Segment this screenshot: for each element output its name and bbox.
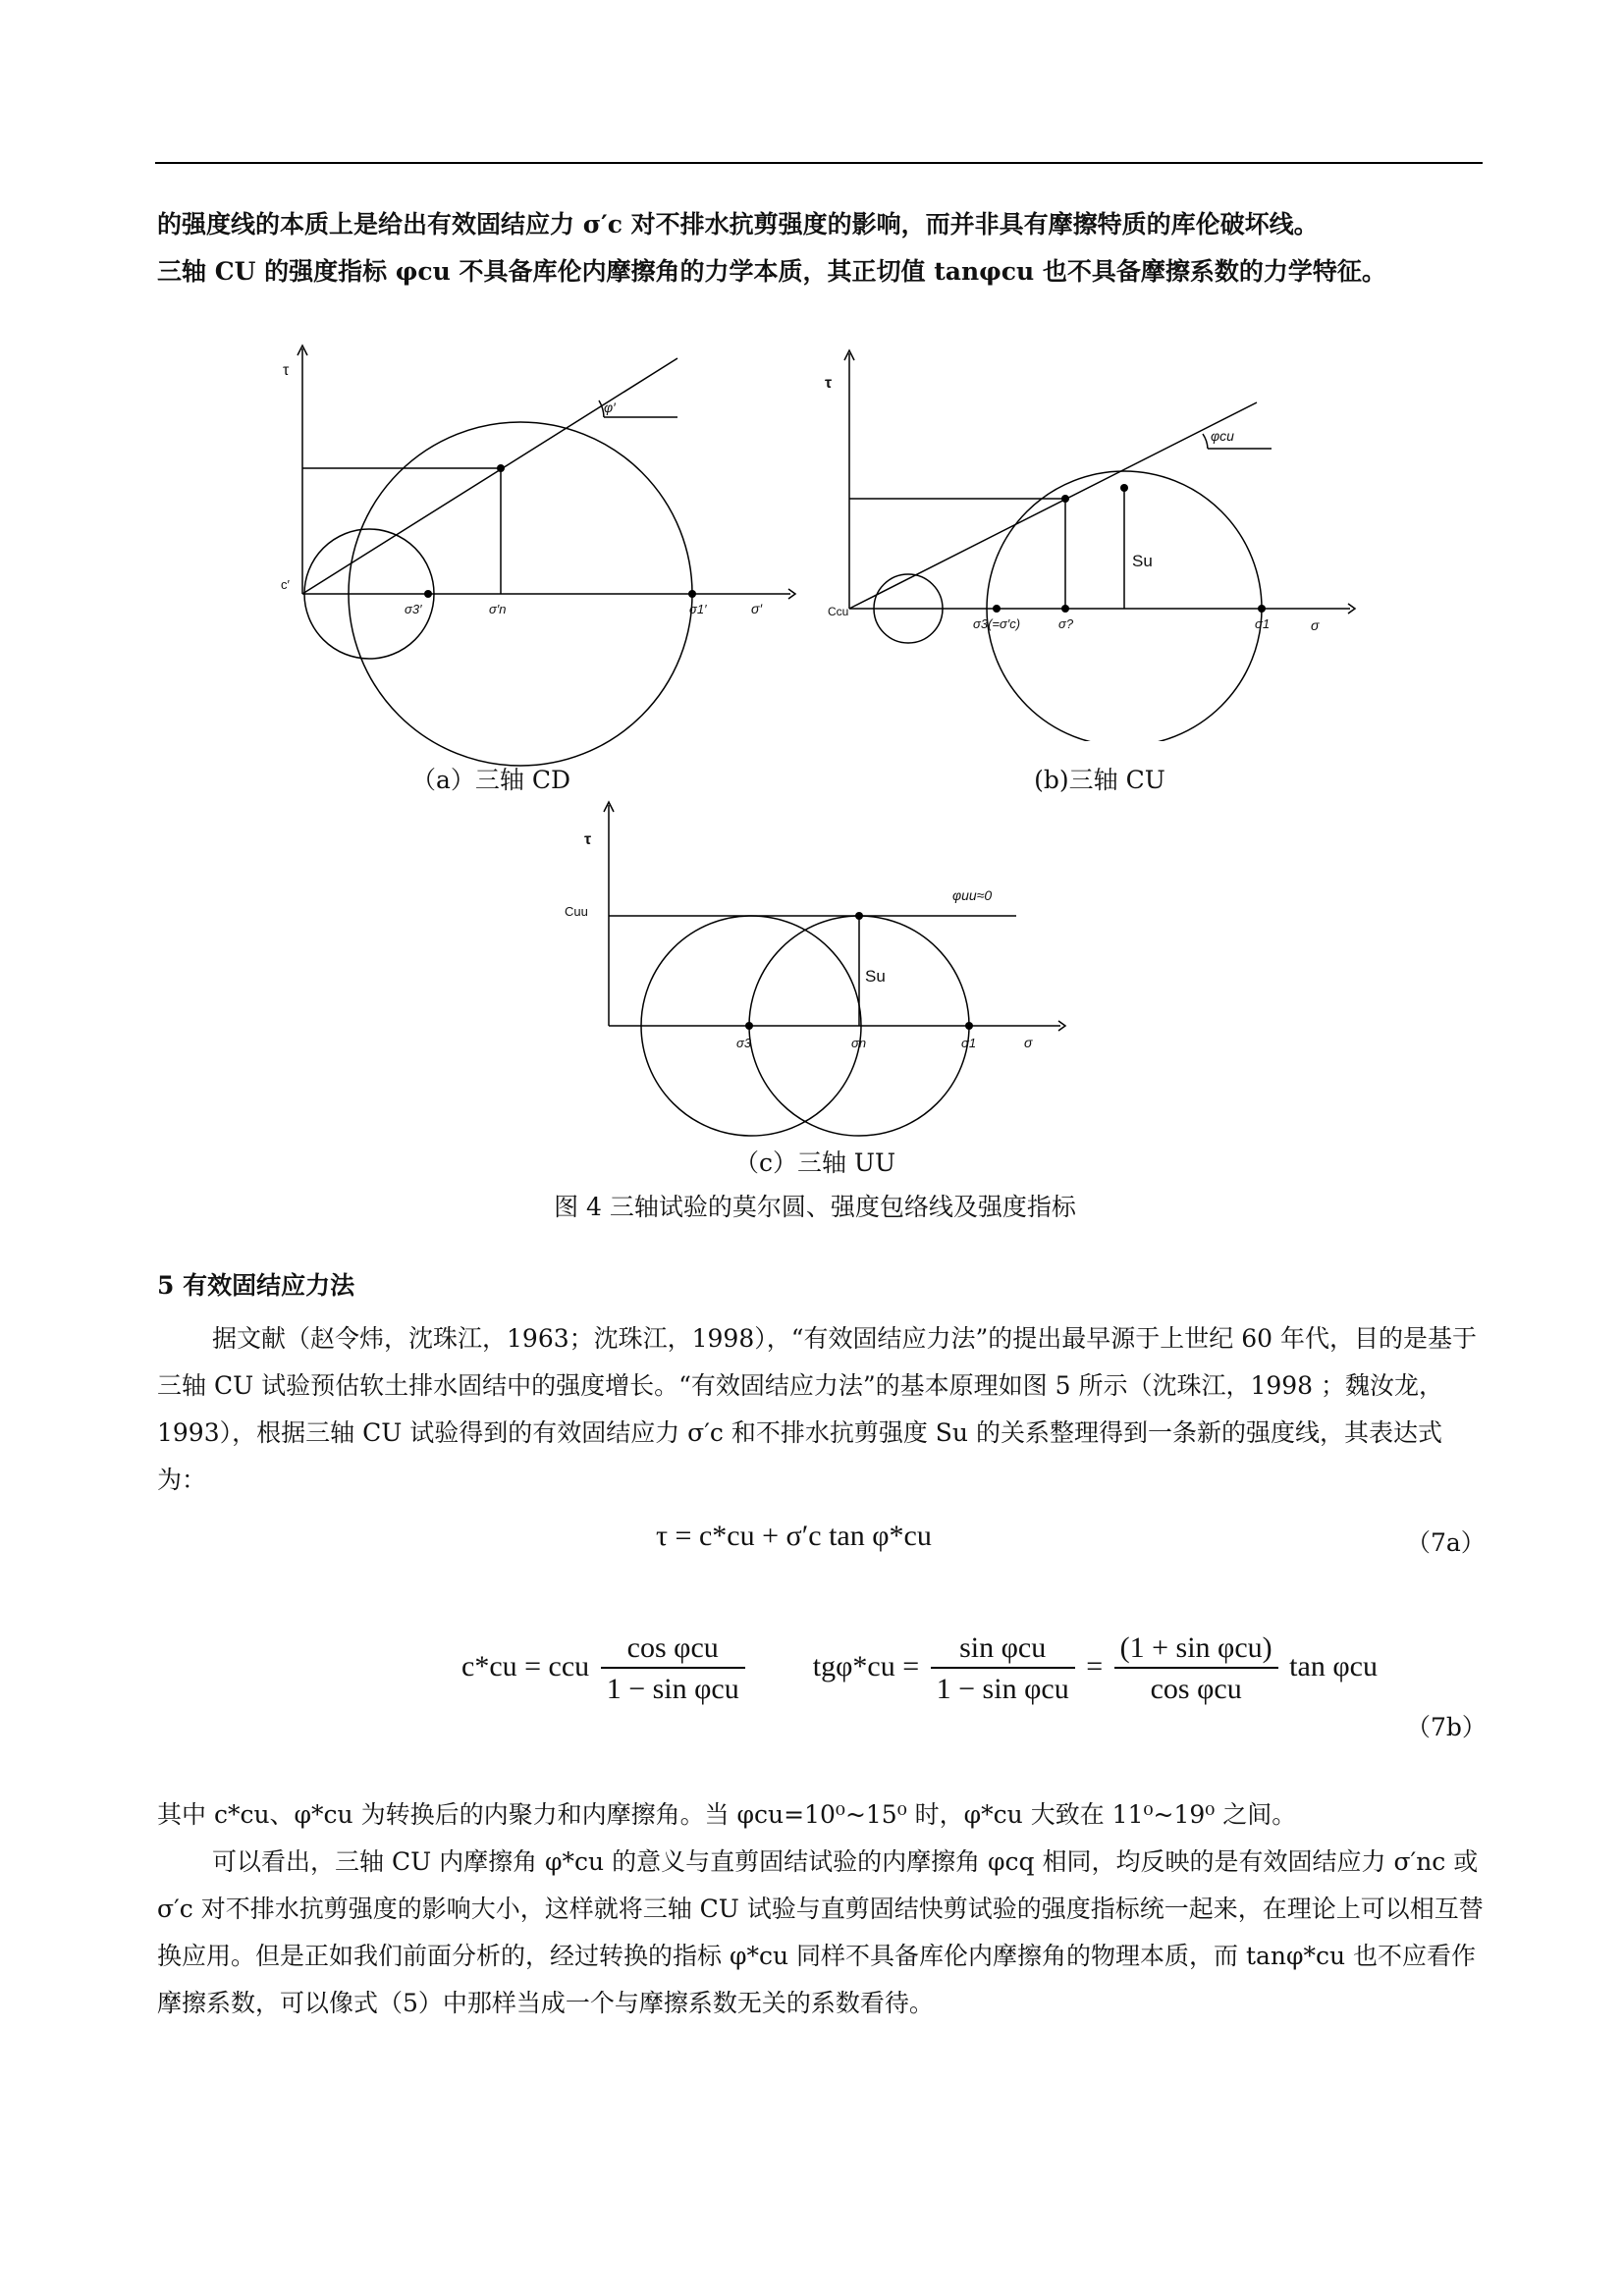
- fig-c-sigma1-label: σ1: [961, 1036, 977, 1050]
- fig-b-tangent-point: [1061, 495, 1069, 503]
- body-paragraph-3: 可以看出，三轴 CU 内摩擦角 φ*cu 的意义与直剪固结试验的内摩擦角 φcq 相同，均反映的是有效固结应力 σ′nc 或 σ′c 对不排水抗剪强度的影响大小，这样就将三轴 CU 试验与直剪固结快剪试验的强度指标统一起来，在理论上可以相互替换应用。但是正如我们前面分析的，经过转换的指标 φ*cu 同样不具备库伦内摩擦角的物理本质，而 tanφ*cu 也不应看作摩擦系数，可以像式（5）中那样当成一个与摩擦系数无关的系数看待。: [157, 1847, 1484, 2017]
- section-title: 5 有效固结应力法: [157, 1271, 355, 1300]
- fig-c-c-label: Cuu: [565, 904, 588, 919]
- fig-c-sigma3-point: [745, 1022, 753, 1030]
- fig-c-su-label: Su: [865, 967, 886, 986]
- fig-b-caption: (b)三轴 CU: [1034, 766, 1165, 794]
- fig-a-caption: （a）三轴 CD: [410, 766, 571, 794]
- equation-7b: c*cu = ccu $\frac{\text{cos φcu}}{\text{1 − sin φcu}}$ tgφ*cu = $\frac{\text{sin φcu}}{\text{1 − sin φcu}}$ = $\frac{\text{(1 + sin φcu)}}{\text{cos φcu}}$ tan φcu: [461, 1631, 1378, 1705]
- fig-b-envelope: [849, 402, 1257, 609]
- header-rule: [155, 162, 1483, 164]
- eq7b-frac2: [931, 1631, 1075, 1706]
- fig-c-caption: （c）三轴 UU: [733, 1148, 896, 1177]
- fig-b-sigma3-point: [993, 605, 1001, 613]
- eq7b-tail: tan φcu: [1289, 1649, 1378, 1682]
- fig-b-sigma1-point: [1258, 605, 1266, 613]
- fig-c-sigma3-label: σ3: [736, 1036, 752, 1050]
- eq7b-lhs2: tgφ*cu =: [812, 1649, 920, 1682]
- eq7b-lhs1: c*cu = ccu: [461, 1649, 590, 1682]
- fig-c-sigma-n-label: σn: [851, 1036, 867, 1050]
- fig-b-x-label: σ: [1311, 617, 1320, 633]
- fig-b-top-point: [1120, 484, 1128, 492]
- top-paragraph: [157, 201, 1485, 295]
- equation-7a: τ = c*cu + σ′c tan φ*cu: [656, 1520, 932, 1552]
- fig-a-tau-label: τ: [283, 362, 290, 379]
- eq7b-frac2-num: sin φcu: [931, 1631, 1075, 1669]
- fig-c-tau-label: τ: [584, 831, 592, 848]
- fig-b-sigma-q-point: [1061, 605, 1069, 613]
- fig-b-sigma1-label: σ1: [1255, 616, 1271, 631]
- fig-a-phi-label: φ′: [604, 400, 616, 415]
- fig-b-phi-label: φcu: [1211, 428, 1234, 444]
- eq7b-frac1-num: cos φcu: [601, 1631, 745, 1669]
- equation-7b-number: （7b）: [1406, 1713, 1487, 1741]
- fig-c-phi-label: φuu≈0: [952, 887, 993, 903]
- eq7b-frac3-den: cos φcu: [1150, 1673, 1242, 1705]
- equation-7a-number: （7a）: [1406, 1528, 1486, 1557]
- fig-a-sigma3-point: [424, 590, 432, 598]
- top-paragraph-line-2: 三轴 CU 的强度指标 φcu 不具备库伦内摩擦角的力学本质，其正切值 tanφcu 也不具备摩擦系数的力学特征。: [157, 257, 1386, 286]
- figure-4-caption: 图 4 三轴试验的莫尔圆、强度包络线及强度指标: [554, 1193, 1076, 1221]
- fig-c-sigma1-point: [965, 1022, 973, 1030]
- eq7b-frac2-den: 1 − sin φcu: [936, 1673, 1069, 1705]
- figure-c-uu: [565, 790, 1075, 1144]
- fig-b-sigma3-label: σ3(=σ′c): [973, 616, 1021, 631]
- fig-c-top-point: [855, 912, 863, 920]
- fig-a-sigma-n-label: σ′n: [489, 602, 507, 616]
- eq7b-frac1: [601, 1631, 745, 1706]
- body-paragraph-1: 据文献（赵令炜，沈珠江，1963；沈珠江，1998），“有效固结应力法”的提出最早源于上世纪 60 年代，目的是基于三轴 CU 试验预估软土排水固结中的强度增长。“有效固结应力法”的基本原理如图 5 所示（沈珠江，1998 ；魏汝龙，1993），根据三轴 CU 试验得到的有效固结应力 σ′c 和不排水抗剪强度 Su 的关系整理得到一条新的强度线，其表达式为：: [157, 1324, 1478, 1494]
- eq7b-frac3-num: (1 + sin φcu): [1114, 1631, 1278, 1669]
- fig-a-tangent-point: [497, 464, 505, 472]
- fig-a-sigma3-label: σ3′: [405, 602, 422, 616]
- fig-b-sigma-q-label: σ?: [1058, 616, 1074, 631]
- eq7b-frac1-den: 1 − sin φcu: [606, 1673, 739, 1705]
- fig-a-sigma1-point: [688, 590, 696, 598]
- fig-a-envelope: [302, 358, 677, 594]
- fig-b-tau-label: τ: [825, 375, 833, 392]
- fig-b-phi-arc: [1203, 434, 1208, 449]
- eq7b-frac3: [1114, 1631, 1278, 1706]
- top-paragraph-line-1: 的强度线的本质上是给出有效固结应力 σ′c 对不排水抗剪强度的影响，而并非具有摩擦特质的库伦破坏线。: [157, 210, 1319, 239]
- fig-a-sigma1-label: σ1′: [689, 602, 707, 616]
- figure-b-cu: [820, 339, 1370, 741]
- fig-b-su-label: Su: [1132, 552, 1153, 570]
- fig-c-x-label: σ: [1024, 1035, 1033, 1050]
- fig-a-c-label: c′: [281, 577, 290, 592]
- fig-a-x-label: σ′: [751, 601, 763, 616]
- body-paragraph-2: 其中 c*cu、φ*cu 为转换后的内聚力和内摩擦角。当 φcu=10⁰~15⁰ 时，φ*cu 大致在 11⁰~19⁰ 之间。: [157, 1800, 1297, 1829]
- fig-b-c-label: Ccu: [828, 605, 849, 618]
